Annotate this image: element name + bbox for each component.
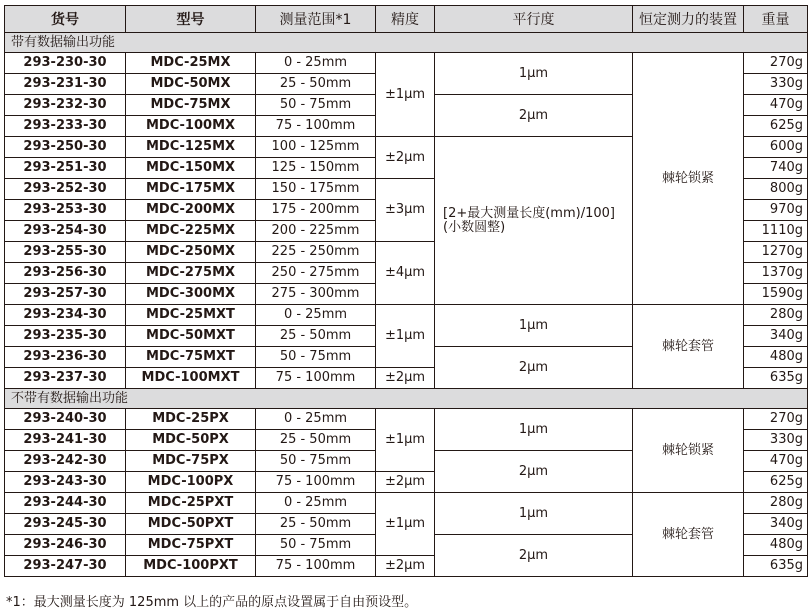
parallelism-cell: 1μm [435, 305, 633, 347]
header-parallelism: 平行度 [435, 6, 633, 33]
weight-cell: 635g [744, 368, 808, 389]
range-cell: 275 - 300mm [256, 284, 376, 305]
range-cell: 0 - 25mm [256, 305, 376, 326]
model-cell: MDC-75MX [126, 95, 256, 116]
section-row [5, 33, 808, 53]
weight-cell: 625g [744, 472, 808, 493]
model-cell: MDC-225MX [126, 221, 256, 242]
code-cell: 293-255-30 [5, 242, 126, 263]
range-cell: 50 - 75mm [256, 347, 376, 368]
weight-cell: 280g [744, 305, 808, 326]
weight-cell: 1270g [744, 242, 808, 263]
model-cell: MDC-250MX [126, 242, 256, 263]
code-cell: 293-233-30 [5, 116, 126, 137]
weight-cell: 470g [744, 95, 808, 116]
model-cell: MDC-50MX [126, 74, 256, 95]
code-cell: 293-240-30 [5, 409, 126, 430]
weight-cell: 970g [744, 200, 808, 221]
parallelism-formula-cell: [2+最大测量长度(mm)/100] (小数圆整) [435, 137, 633, 305]
model-cell: MDC-100MX [126, 116, 256, 137]
code-cell: 293-245-30 [5, 514, 126, 535]
header-row [5, 6, 808, 33]
model-cell: MDC-25PXT [126, 493, 256, 514]
parallelism-cell: 2μm [435, 95, 633, 137]
range-cell: 75 - 100mm [256, 368, 376, 389]
code-cell: 293-253-30 [5, 200, 126, 221]
force-device-cell: 棘轮套管 [633, 493, 744, 577]
weight-cell: 625g [744, 116, 808, 137]
code-cell: 293-246-30 [5, 535, 126, 556]
range-cell: 75 - 100mm [256, 116, 376, 137]
range-cell: 0 - 25mm [256, 53, 376, 74]
accuracy-cell: ±1μm [376, 53, 435, 137]
accuracy-cell: ±1μm [376, 409, 435, 472]
table-row [5, 305, 808, 326]
range-cell: 50 - 75mm [256, 95, 376, 116]
code-cell: 293-244-30 [5, 493, 126, 514]
model-cell: MDC-50MXT [126, 326, 256, 347]
footnote: *1：最大测量长度为 125mm 以上的产品的原点设置属于自由预设型。 [6, 595, 418, 610]
range-cell: 100 - 125mm [256, 137, 376, 158]
range-cell: 75 - 100mm [256, 472, 376, 493]
parallelism-cell: 2μm [435, 451, 633, 493]
range-cell: 150 - 175mm [256, 179, 376, 200]
accuracy-cell: ±2μm [376, 137, 435, 179]
range-cell: 200 - 225mm [256, 221, 376, 242]
code-cell: 293-257-30 [5, 284, 126, 305]
range-cell: 50 - 75mm [256, 451, 376, 472]
code-cell: 293-230-30 [5, 53, 126, 74]
code-cell: 293-237-30 [5, 368, 126, 389]
weight-cell: 800g [744, 179, 808, 200]
weight-cell: 280g [744, 493, 808, 514]
header-range: 测量范围*1 [256, 6, 376, 33]
weight-cell: 740g [744, 158, 808, 179]
weight-cell: 635g [744, 556, 808, 577]
weight-cell: 480g [744, 535, 808, 556]
code-cell: 293-236-30 [5, 347, 126, 368]
model-cell: MDC-100PX [126, 472, 256, 493]
model-cell: MDC-175MX [126, 179, 256, 200]
range-cell: 250 - 275mm [256, 263, 376, 284]
accuracy-cell: ±3μm [376, 179, 435, 242]
parallelism-cell: 1μm [435, 493, 633, 535]
model-cell: MDC-25MX [126, 53, 256, 74]
model-cell: MDC-75PX [126, 451, 256, 472]
code-cell: 293-231-30 [5, 74, 126, 95]
model-cell: MDC-50PXT [126, 514, 256, 535]
force-device-cell: 棘轮锁紧 [633, 409, 744, 493]
parallelism-cell: 2μm [435, 347, 633, 389]
range-cell: 225 - 250mm [256, 242, 376, 263]
header-accuracy: 精度 [376, 6, 435, 33]
section-title: 不带有数据输出功能 [5, 389, 808, 409]
table-row [5, 493, 808, 514]
weight-cell: 270g [744, 409, 808, 430]
table-row [5, 53, 808, 74]
weight-cell: 470g [744, 451, 808, 472]
weight-cell: 340g [744, 514, 808, 535]
range-cell: 125 - 150mm [256, 158, 376, 179]
header-force-device: 恒定测力的装置 [633, 6, 744, 33]
accuracy-cell: ±4μm [376, 242, 435, 305]
table-row [5, 409, 808, 430]
code-cell: 293-251-30 [5, 158, 126, 179]
range-cell: 25 - 50mm [256, 514, 376, 535]
weight-cell: 1110g [744, 221, 808, 242]
force-device-cell: 棘轮套管 [633, 305, 744, 389]
code-cell: 293-241-30 [5, 430, 126, 451]
header-model: 型号 [126, 6, 256, 33]
model-cell: MDC-275MX [126, 263, 256, 284]
model-cell: MDC-75MXT [126, 347, 256, 368]
range-cell: 25 - 50mm [256, 430, 376, 451]
weight-cell: 330g [744, 430, 808, 451]
model-cell: MDC-50PX [126, 430, 256, 451]
range-cell: 0 - 25mm [256, 409, 376, 430]
weight-cell: 1590g [744, 284, 808, 305]
weight-cell: 1370g [744, 263, 808, 284]
code-cell: 293-235-30 [5, 326, 126, 347]
parallelism-cell: 1μm [435, 53, 633, 95]
code-cell: 293-242-30 [5, 451, 126, 472]
header-weight: 重量 [744, 6, 808, 33]
range-cell: 25 - 50mm [256, 326, 376, 347]
parallelism-cell: 1μm [435, 409, 633, 451]
model-cell: MDC-25PX [126, 409, 256, 430]
parallelism-cell: 2μm [435, 535, 633, 577]
weight-cell: 330g [744, 74, 808, 95]
section-row [5, 389, 808, 409]
model-cell: MDC-25MXT [126, 305, 256, 326]
code-cell: 293-234-30 [5, 305, 126, 326]
weight-cell: 600g [744, 137, 808, 158]
model-cell: MDC-300MX [126, 284, 256, 305]
code-cell: 293-254-30 [5, 221, 126, 242]
accuracy-cell: ±1μm [376, 493, 435, 556]
accuracy-cell: ±2μm [376, 368, 435, 389]
code-cell: 293-247-30 [5, 556, 126, 577]
code-cell: 293-256-30 [5, 263, 126, 284]
range-cell: 175 - 200mm [256, 200, 376, 221]
header-code: 货号 [5, 6, 126, 33]
range-cell: 75 - 100mm [256, 556, 376, 577]
weight-cell: 270g [744, 53, 808, 74]
accuracy-cell: ±1μm [376, 305, 435, 368]
range-cell: 50 - 75mm [256, 535, 376, 556]
model-cell: MDC-150MX [126, 158, 256, 179]
accuracy-cell: ±2μm [376, 472, 435, 493]
accuracy-cell: ±2μm [376, 556, 435, 577]
model-cell: MDC-125MX [126, 137, 256, 158]
code-cell: 293-250-30 [5, 137, 126, 158]
model-cell: MDC-75PXT [126, 535, 256, 556]
force-device-cell: 棘轮锁紧 [633, 53, 744, 305]
code-cell: 293-252-30 [5, 179, 126, 200]
range-cell: 0 - 25mm [256, 493, 376, 514]
section-title: 带有数据输出功能 [5, 33, 808, 53]
model-cell: MDC-100MXT [126, 368, 256, 389]
code-cell: 293-232-30 [5, 95, 126, 116]
spec-table [4, 5, 808, 577]
model-cell: MDC-100PXT [126, 556, 256, 577]
code-cell: 293-243-30 [5, 472, 126, 493]
weight-cell: 480g [744, 347, 808, 368]
weight-cell: 340g [744, 326, 808, 347]
model-cell: MDC-200MX [126, 200, 256, 221]
range-cell: 25 - 50mm [256, 74, 376, 95]
